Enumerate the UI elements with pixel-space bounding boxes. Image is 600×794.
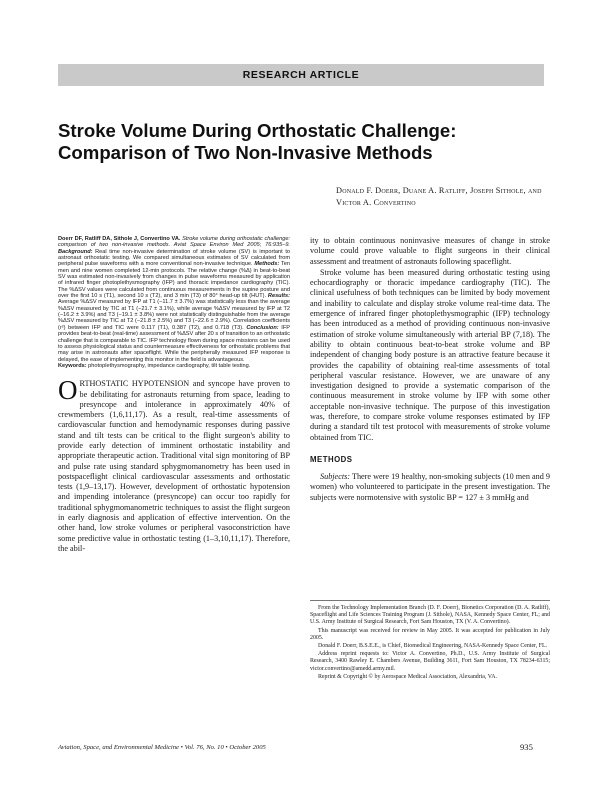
intro-paragraph [58, 375, 290, 554]
abstract-results-label: Results: [267, 293, 290, 300]
footnote-copyright: Reprint & Copyright © by Aerospace Medical Association, Alexandria, VA. [318, 673, 497, 680]
abstract-background-label: Background: [58, 248, 93, 255]
abstract-results: Average %ΔSV measured by IFP at T1 (−11.7 ± 3.7%) was statistically less than the average %ΔSV measured by TIC at T1 (−21.7 ± 3.1%), while average %ΔSV measured by IFP at T2 (−16.2 ± 3.9%) and T3 (−19.1 ± 3.8%) were not statistically distinguishable from the average %ΔSV measured by TIC at T2 (−21.8 ± 2.5%) and T3 (−22.6 ± 2.9%). Correlation coefficients (r²) between IFP and TIC were 0.117 (T1), 0.387 (T2), and 0.718 (T3). [58, 299, 290, 331]
keywords-label: Keywords: [58, 362, 87, 369]
abstract-citation: Doerr DF, Ratliff DA, Sithole J, Convertino VA. [58, 236, 181, 242]
abstract-conclusion-label: Conclusion: [246, 324, 279, 331]
footnote-reprint-address: Address reprint requests to: Victor A. Convertino, Ph.D., U.S. Army Institute of Surgical Research, 3400 Rawley E. Chambers Avenue, Building 3611, Fort Sam Houston, TX 78234-6315; victor.convertino@amedd.army.mil. [310, 651, 550, 672]
abstract-background: Real time non-invasive determination of stroke volume (SV) is important to astronaut orthostatic testing. We compared simultaneous estimates of SV calculated from peripheral pulse waveforms with a more conventional non-invasive technique. [58, 248, 290, 268]
abstract-conclusion: IFP provides beat-to-beat (real-time) assessment of %ΔSV after 20 s of transition to an orthostatic challenge that is comparable to TIC. IFP technology flown during space missions can be used to assess physiological status and countermeasure effectiveness for orthostatic problems that may arise in astronauts after spaceflight. While the peripherally measured IFP response is delayed, the ease of implementing this monitor in the field is advantageous. [58, 324, 290, 363]
subjects-paragraph [310, 472, 550, 503]
right-column [310, 236, 550, 504]
intro-text: and syncope have proven to be debilitating for astronauts returning from space, leading to presyncope and intolerance in approximately 40% of crewmembers (1,6,11,17). As a result, real-time assessments of cardiovascular function and hemodynamic responses during passive stand and tilt tests can be critical to the flight surgeon's ability to provide early detection of imminent orthostatic instability and appropriate therapeutic action. Traditional vital sign monitoring of BP and pulse rate using standard sphygmomanometry has been used in postspaceflight clinical cardiovascular assessments and orthostatic tests (1,9–13,17). However, development of orthostatic hypotension and impending intolerance (presyncope) can occur too rapidly for traditional sphygmomanometric techniques to assist the flight surgeon in early diagnosis and application of effective intervention. On the other hand, low stroke volumes or peripheral vasoconstriction have some predictive value in orthostatic testing (1–3,10,11,17). Therefore, the abil- [58, 379, 290, 553]
title-line-2: Comparison of Two Non-Invasive Methods [58, 142, 433, 163]
author-line-1: Donald F. Doerr, Duane A. Ratliff, Joseph Sithole, and [336, 186, 542, 195]
article-title [58, 120, 558, 164]
footnotes [310, 600, 550, 682]
subjects-text: There were 19 healthy, non-smoking subjects (10 men and 9 women) who volunteered to participate in the present investigation. The subjects were normotensive with systolic BP = 127 ± 3 mmHg and [310, 471, 550, 502]
subjects-label: Subjects: [320, 471, 351, 481]
keywords-text: photoplethysmography, impedance cardiography, tilt table testing. [88, 362, 251, 369]
author-line-2: Victor A. Convertino [336, 197, 416, 207]
journal-footer: Aviation, Space, and Environmental Medicine • Vol. 76, No. 10 • October 2005 [58, 744, 266, 751]
abstract-methods: Ten men and nine women completed 12-min protocols. The relative change (%Δ) in beat-to-beat SV was estimated non-invasively from changes in pulse waveforms measured by application of infrared finger photoplethysmography (IFP) and thoracic impedance cardiography (TIC). The %ΔSV values were calculated from continuous measurements in the supine posture and over the first 10 s (T1), second 10 s (T2), and 3 min (T3) of 80° head-up tilt (HUT). [58, 261, 290, 300]
footnote-affiliations: From the Technology Implementation Branch (D. F. Doerr), Bionetics Corporation (D. A. Ratliff), Spaceflight and Life Sciences Training Program (J. Sithole), NASA, Kennedy Space Center, FL; and U.S. Army Institute of Surgical Research, Fort Sam Houston, TX (V. A. Convertino). [310, 605, 550, 626]
abstract-methods-label: Methods: [254, 261, 280, 268]
abstract-keywords [58, 363, 290, 369]
body-paragraph-1: ity to obtain continuous noninvasive measures of change in stroke volume could prove valuable to flight surgeons in their clinical assessment and treatment of astronauts following spaceflight. [310, 236, 550, 266]
page-number: 935 [520, 742, 533, 752]
abstract-citation-title: Stroke volume during orthostatic challenge: comparison of two non-invasive methods. Aviat Space Environ Med 2005; 76:935–9. [58, 236, 290, 249]
intro-lead: RTHOSTATIC HYPOTENSION [79, 379, 190, 389]
drop-cap: O [58, 375, 78, 406]
title-line-1: Stroke Volume During Orthostatic Challenge: [58, 120, 457, 141]
footnote-author-bio: Donald F. Doerr, B.S.E.E., is Chief, Biomedical Engineering, NASA-Kennedy Space Center, FL. [318, 643, 548, 650]
section-banner: RESEARCH ARTICLE [58, 64, 544, 86]
footnote-received: This manuscript was received for review in May 2005. It was accepted for publication in July 2005. [310, 627, 550, 641]
abstract [58, 236, 290, 363]
left-column [58, 236, 290, 555]
body-paragraph-2: Stroke volume has been measured during orthostatic testing using echocardiography or thoracic impedance cardiography (TIC). The clinical usefulness of both techniques can be limited by body movement and inability to calculate and display stroke volume real-time data. The emergence of infrared finger photoplethysmographic (IFP) technology has been introduced as a method of providing continuous non-invasive estimation of stroke volume simultaneously with arterial BP (7,18). The ability to obtain continuous beat-to-beat stroke volume and BP independent of changing body posture is an attractive feature because it provides the capability of obtaining real-time assessments of total peripheral vascular resistance. However, we are unaware of any investigation designed to provide a systematic comparison of the continuous measurement in stroke volume by IFP with some other acceptable non-invasive technique. The purpose of this investigation was, therefore, to compare stroke volume responses estimated by IFP during a standard tilt test protocol with measurements of stroke volume obtained from TIC. [310, 267, 550, 442]
author-list [336, 185, 548, 208]
methods-heading: METHODS [310, 454, 353, 464]
